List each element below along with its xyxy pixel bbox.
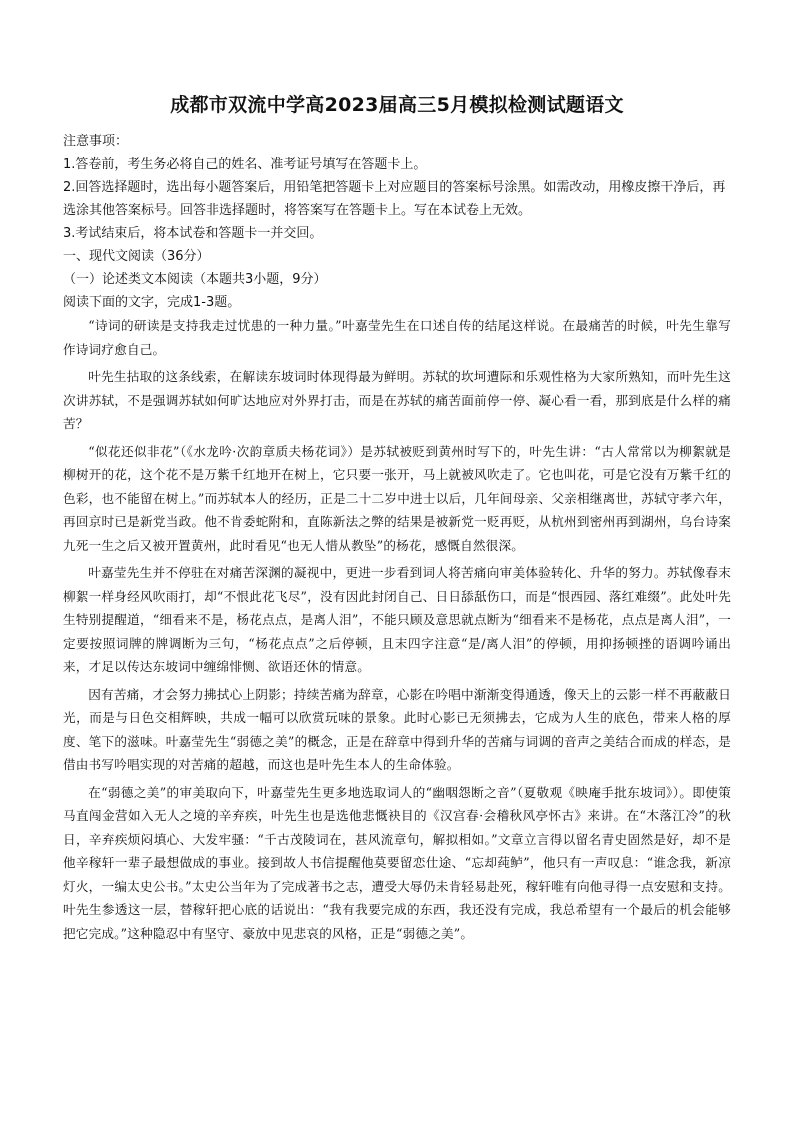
section-instruction: 阅读下面的文字，完成1-3题。	[63, 295, 241, 310]
exam-title: 成都市双流中学高2023届高三5月模拟检测试题语文	[170, 94, 624, 116]
notes-block	[63, 130, 731, 245]
section-header	[63, 245, 731, 314]
passage-paragraph: 叶嘉莹先生并不停驻在对痛苦深渊的凝视中，更进一步看到词人将苦痛向审美体验转化、升华的努力。苏轼像春末柳絮一样身经风吹雨打，却“不恨此花飞尽”，没有因此封闭自己、日日舔舐伤口，而是“恨西园、落红难缀”。此处叶先生特别提醒道，“细看来不是，杨花点点，是离人泪”，不能只顾及意思就点断为“细看来不是杨花，点点是离人泪”，一定要按照词牌的牌调断为三句，“杨花点点”之后停顿，且末四字注意“是/离人泪”的停顿，用抑扬顿挫的语调吟诵出来，才足以传达东坡词中缠绵悱恻、欲语还休的情意。	[63, 565, 731, 674]
notes-item-1: 1.答卷前，考生务必将自己的姓名、准考证号填写在答题卡上。	[63, 157, 427, 172]
section-heading: 一、现代文阅读（36分）	[63, 249, 210, 264]
passage-paragraph: “诗词的研读是支持我走过忧患的一种力量。”叶嘉莹先生在口述自传的结尾这样说。在最痛苦的时候，叶先生靠写作诗词疗愈自己。	[63, 318, 731, 357]
passage-paragraph: 在“弱德之美”的审美取向下，叶嘉莹先生更多地选取词人的“幽咽怨断之音”（夏敬观《映庵手批东坡词》）。即使策马直闯金营如入无人之境的辛弃疾，叶先生也是选他悲慨袂目的《汉宫春·会稽秋风亭怀古》来讲。在“木落江冷”的秋日，辛弃疾烦闷填心、大发牢骚：“千古茂陵词在，甚风流章句，解拟相如。”文章立言得以留名青史固然是好，却不是他辛稼轩一辈子最想做成的事业。接到故人书信提醒他莫要留恋仕途、“忘却莼鲈”，他只有一声叹息：“谁念我，新凉灯火，一编太史公书。”太史公当年为了完成著书之志，遭受大辱仍未肯轻易赴死，稼轩唯有向他寻得一点安慰和支持。叶先生参透这一层，替稼轩把心底的话说出：“我有我要完成的东西，我还没有完成，我总希望有一个最后的机会能够把它完成。”这种隐忍中有坚守、豪放中见悲哀的风格，正是“弱德之美”。	[63, 784, 731, 941]
notes-item-2: 2.回答选择题时，选出每小题答案后，用铅笔把答题卡上对应题目的答案标号涂黑。如需改动，用橡皮擦干净后，再选涂其他答案标号。回答非选择题时，将答案写在答题卡上。写在本试卷上无效。	[63, 180, 726, 218]
passage-paragraph: “似花还似非花”（《水龙吟·次韵章质夫杨花词》）是苏轼被贬到黄州时写下的，叶先生讲：“古人常常以为柳絮就是柳树开的花，这个花不是万紫千红地开在树上，它只要一张开，马上就被风吹走了。它也叫花，可是它没有万紫千红的色彩，也不能留在树上。”而苏轼本人的经历，正是二十二岁中进士以后，几年间母亲、父亲相继离世，苏轼守孝六年，再回京时已是新党当政。他不肯委蛇附和，直陈新法之弊的结果是被新党一贬再贬，从杭州到密州再到湖州，乌台诗案九死一生之后又被开置黄州，此时看见“也无人惜从教坠”的杨花，感慨自然很深。	[63, 443, 731, 553]
passage-paragraph: 叶先生拈取的这条线索，在解读东坡词时体现得最为鲜明。苏轼的坎坷遭际和乐观性格为大家所熟知，而叶先生这次讲苏轼，不是强调苏轼如何旷达地应对外界打击，而是在苏轼的痛苦面前停一停、凝心看一看，那到底是什么样的痛苦？	[63, 369, 731, 431]
passage-paragraph: 因有苦痛，才会努力拂拭心上阴影；持续苦痛为辞章，心影在吟唱中渐渐变得通透，像天上的云影一样不再蔽蔽日光，而是与日色交相辉映，共成一幅可以欣赏玩味的景象。此时心影已无须拂去，它成为人生的底色，带来人格的厚度、笔下的滋味。叶嘉莹先生“弱德之美”的概念，正是在辞章中得到升华的苦痛与词调的音声之美结合而成的样态，是借由书写吟唱实现的对苦痛的超越，而这也是叶先生本人的生命体验。	[63, 686, 731, 772]
notes-heading: 注意事项：	[63, 134, 129, 149]
reading-passage	[63, 314, 731, 945]
section-subheading: （一）论述类文本阅读（本题共3小题，9分）	[63, 272, 327, 287]
notes-item-3: 3.考试结束后，将本试卷和答题卡一并交回。	[63, 226, 323, 241]
